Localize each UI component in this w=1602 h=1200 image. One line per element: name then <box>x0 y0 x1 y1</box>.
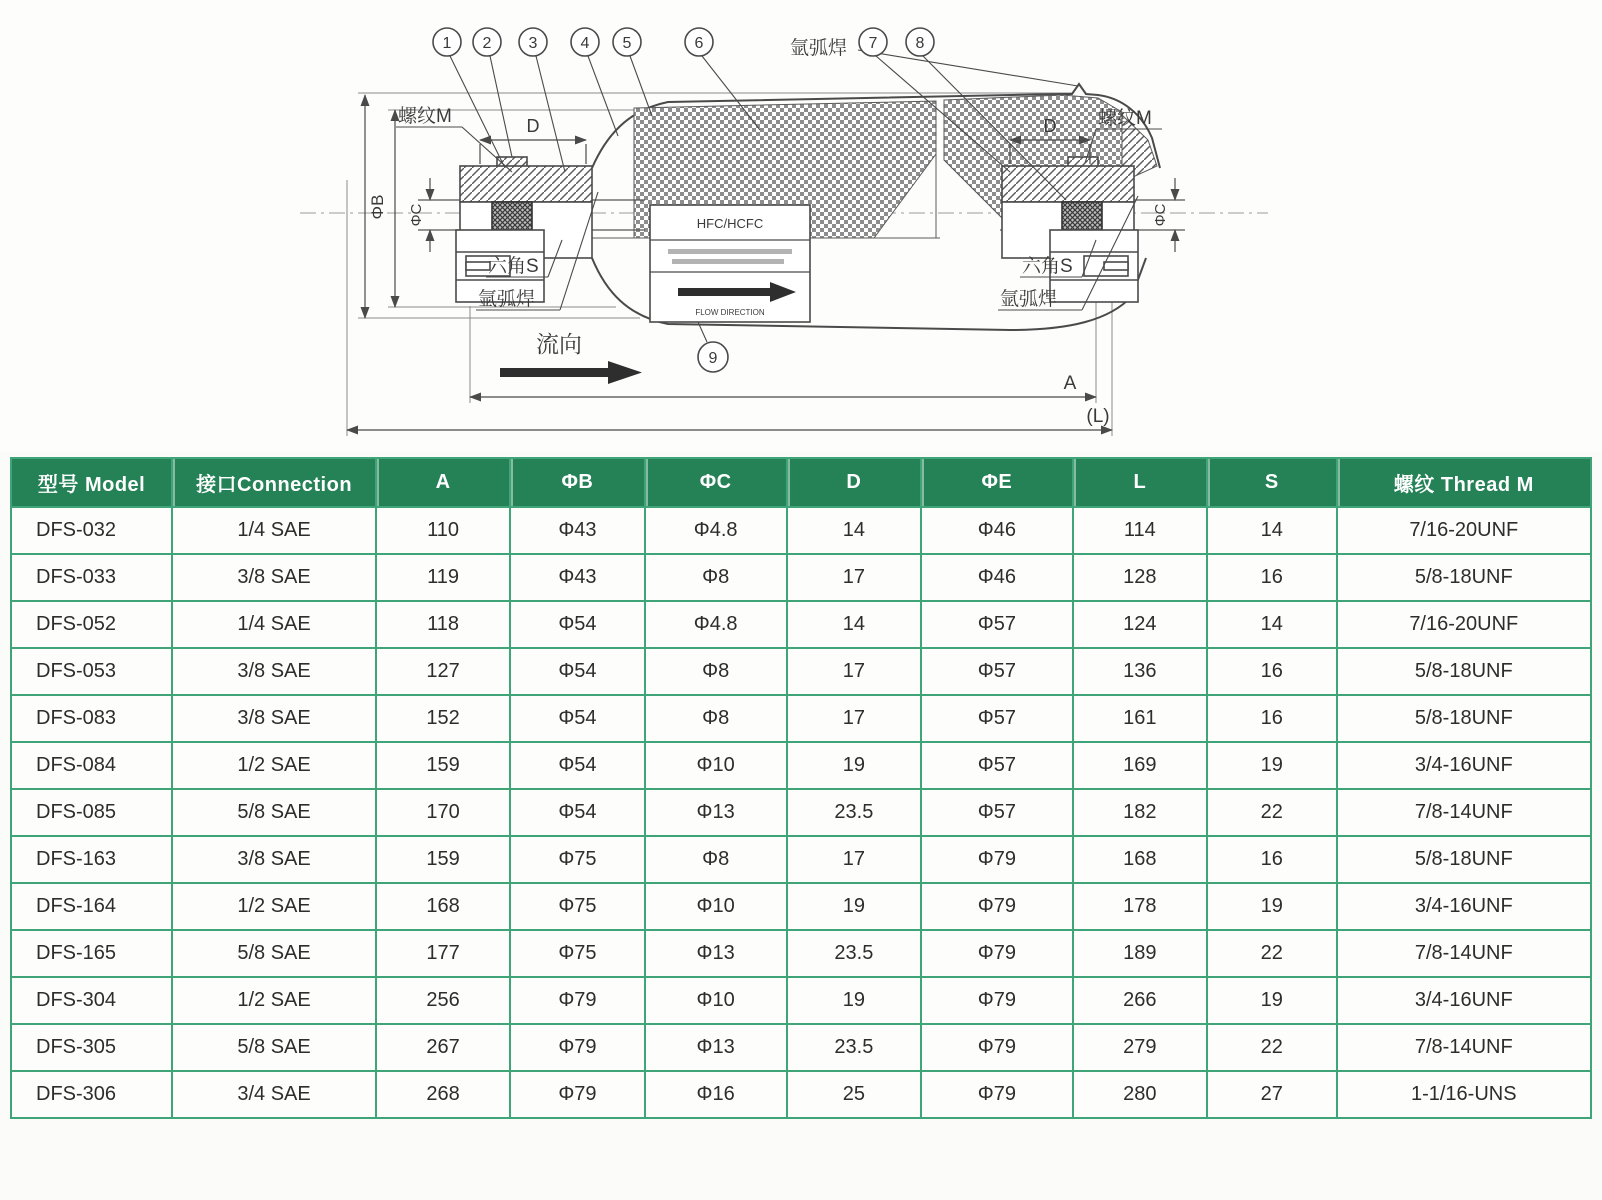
table-cell: 1/2 SAE <box>172 883 376 930</box>
table-cell: Φ79 <box>510 1024 644 1071</box>
table-cell: 182 <box>1073 789 1207 836</box>
table-cell: 3/8 SAE <box>172 695 376 742</box>
table-cell: 110 <box>376 507 510 554</box>
svg-text:8: 8 <box>915 35 925 52</box>
svg-text:2: 2 <box>482 35 492 52</box>
product-label-plate <box>650 205 810 322</box>
column-header-3: ΦB <box>510 458 644 507</box>
callout-1 <box>433 28 461 56</box>
table-header-row <box>11 458 1591 507</box>
table-cell: 17 <box>787 554 921 601</box>
callout-9 <box>698 342 728 372</box>
table-cell: 128 <box>1073 554 1207 601</box>
column-header-0: 型号 Model <box>11 458 172 507</box>
table-cell: 17 <box>787 648 921 695</box>
table-cell: 119 <box>376 554 510 601</box>
table-cell: 159 <box>376 836 510 883</box>
table-cell: 19 <box>787 742 921 789</box>
table-cell: 25 <box>787 1071 921 1118</box>
table-cell: 177 <box>376 930 510 977</box>
table-cell: Φ4.8 <box>645 601 787 648</box>
table-cell: 7/16-20UNF <box>1337 601 1591 648</box>
table-row <box>11 695 1591 742</box>
table-cell: 1/4 SAE <box>172 601 376 648</box>
table-cell: Φ57 <box>921 648 1073 695</box>
table-cell: 3/4 SAE <box>172 1071 376 1118</box>
dim-d-right-label: D <box>1043 116 1057 136</box>
table-cell: 17 <box>787 695 921 742</box>
table-cell: 178 <box>1073 883 1207 930</box>
table-cell: 266 <box>1073 977 1207 1024</box>
table-cell: Φ79 <box>921 836 1073 883</box>
table-cell: Φ75 <box>510 836 644 883</box>
table-cell: Φ57 <box>921 601 1073 648</box>
table-cell: Φ54 <box>510 789 644 836</box>
table-cell: 14 <box>787 601 921 648</box>
table-cell: Φ8 <box>645 836 787 883</box>
table-cell: 1-1/16-UNS <box>1337 1071 1591 1118</box>
filter-drier-diagram <box>0 0 1602 452</box>
table-cell: Φ79 <box>921 1071 1073 1118</box>
table-cell: 14 <box>787 507 921 554</box>
dim-phi-c-left-label: ΦC <box>408 203 425 227</box>
table-cell: 14 <box>1207 601 1337 648</box>
table-cell: Φ13 <box>645 789 787 836</box>
table-cell: Φ54 <box>510 742 644 789</box>
table-cell: Φ10 <box>645 742 787 789</box>
table-cell: 5/8-18UNF <box>1337 836 1591 883</box>
label-hex-s-left: 六角S <box>488 256 539 277</box>
table-cell: 22 <box>1207 789 1337 836</box>
table-cell: 5/8 SAE <box>172 789 376 836</box>
table-cell: DFS-306 <box>11 1071 172 1118</box>
table-cell: 161 <box>1073 695 1207 742</box>
table-cell: Φ57 <box>921 695 1073 742</box>
table-cell: Φ4.8 <box>645 507 787 554</box>
table-cell: DFS-084 <box>11 742 172 789</box>
right-fitting <box>1002 157 1138 302</box>
table-cell: 169 <box>1073 742 1207 789</box>
table-cell: 279 <box>1073 1024 1207 1071</box>
spec-table-body <box>11 507 1591 1118</box>
column-header-8: S <box>1207 458 1337 507</box>
table-cell: 159 <box>376 742 510 789</box>
table-cell: 7/8-14UNF <box>1337 930 1591 977</box>
plate-flow-direction-text: FLOW DIRECTION <box>695 308 765 317</box>
table-cell: 3/4-16UNF <box>1337 883 1591 930</box>
table-cell: 14 <box>1207 507 1337 554</box>
table-cell: 16 <box>1207 695 1337 742</box>
table-cell: 5/8-18UNF <box>1337 554 1591 601</box>
column-header-9: 螺纹 Thread M <box>1337 458 1591 507</box>
table-cell: 3/4-16UNF <box>1337 742 1591 789</box>
table-cell: Φ79 <box>921 930 1073 977</box>
table-cell: DFS-165 <box>11 930 172 977</box>
table-cell: 19 <box>1207 742 1337 789</box>
table-cell: Φ79 <box>921 883 1073 930</box>
table-cell: 22 <box>1207 930 1337 977</box>
table-cell: 19 <box>787 977 921 1024</box>
table-cell: 7/16-20UNF <box>1337 507 1591 554</box>
table-cell: Φ57 <box>921 742 1073 789</box>
plate-fine-print <box>668 249 792 254</box>
svg-text:4: 4 <box>580 35 590 52</box>
table-cell: 3/8 SAE <box>172 648 376 695</box>
table-row <box>11 883 1591 930</box>
table-cell: Φ75 <box>510 883 644 930</box>
label-weld-top: 氩弧焊 <box>790 38 848 59</box>
table-cell: Φ79 <box>510 977 644 1024</box>
label-weld-right: 氩弧焊 <box>1000 289 1058 310</box>
table-cell: Φ43 <box>510 554 644 601</box>
table-cell: Φ13 <box>645 1024 787 1071</box>
table-cell: Φ16 <box>645 1071 787 1118</box>
table-cell: 23.5 <box>787 1024 921 1071</box>
table-cell: DFS-033 <box>11 554 172 601</box>
table-row <box>11 930 1591 977</box>
table-cell: 152 <box>376 695 510 742</box>
column-header-4: ΦC <box>645 458 787 507</box>
label-flow-cn: 流向 <box>536 331 582 357</box>
table-cell: DFS-163 <box>11 836 172 883</box>
table-cell: 124 <box>1073 601 1207 648</box>
callout-6 <box>685 28 713 56</box>
table-cell: 170 <box>376 789 510 836</box>
table-cell: 136 <box>1073 648 1207 695</box>
table-cell: 114 <box>1073 507 1207 554</box>
callout-4 <box>571 28 599 56</box>
table-cell: 5/8 SAE <box>172 1024 376 1071</box>
label-hex-s-right: 六角S <box>1022 256 1073 277</box>
svg-text:9: 9 <box>708 350 718 367</box>
dim-phi-b-label: ΦB <box>368 194 387 220</box>
table-row <box>11 742 1591 789</box>
table-row <box>11 836 1591 883</box>
plate-fine-print <box>672 259 784 264</box>
table-cell: 3/4-16UNF <box>1337 977 1591 1024</box>
table-cell: Φ54 <box>510 648 644 695</box>
table-cell: 127 <box>376 648 510 695</box>
table-cell: 16 <box>1207 648 1337 695</box>
table-cell: 168 <box>1073 836 1207 883</box>
table-cell: 19 <box>1207 883 1337 930</box>
table-cell: 7/8-14UNF <box>1337 789 1591 836</box>
table-cell: Φ13 <box>645 930 787 977</box>
table-cell: 17 <box>787 836 921 883</box>
table-cell: Φ79 <box>510 1071 644 1118</box>
table-cell: 23.5 <box>787 789 921 836</box>
callout-5 <box>613 28 641 56</box>
spec-table <box>10 457 1592 1119</box>
table-cell: 7/8-14UNF <box>1337 1024 1591 1071</box>
table-cell: 168 <box>376 883 510 930</box>
dim-d-left-label: D <box>526 116 540 136</box>
table-cell: 23.5 <box>787 930 921 977</box>
table-cell: Φ10 <box>645 883 787 930</box>
table-cell: DFS-085 <box>11 789 172 836</box>
table-cell: Φ46 <box>921 507 1073 554</box>
technical-drawing <box>0 0 1602 452</box>
table-cell: 5/8 SAE <box>172 930 376 977</box>
dim-phi-c-right-label: ΦC <box>1152 203 1169 227</box>
table-cell: 189 <box>1073 930 1207 977</box>
table-cell: DFS-164 <box>11 883 172 930</box>
plate-refrigerant-text: HFC/HCFC <box>696 216 764 231</box>
table-row <box>11 648 1591 695</box>
table-cell: 1/4 SAE <box>172 507 376 554</box>
flow-direction-arrow <box>500 361 642 384</box>
column-header-1: 接口Connection <box>172 458 376 507</box>
table-cell: Φ79 <box>921 1024 1073 1071</box>
table-cell: 1/2 SAE <box>172 742 376 789</box>
left-fitting <box>456 157 592 302</box>
svg-text:7: 7 <box>868 35 878 52</box>
table-cell: 16 <box>1207 554 1337 601</box>
label-weld-left: 氩弧焊 <box>478 289 536 310</box>
table-cell: Φ10 <box>645 977 787 1024</box>
table-cell: Φ54 <box>510 601 644 648</box>
table-cell: 16 <box>1207 836 1337 883</box>
table-row <box>11 601 1591 648</box>
table-row <box>11 789 1591 836</box>
svg-text:5: 5 <box>622 35 632 52</box>
column-header-2: A <box>376 458 510 507</box>
table-cell: 256 <box>376 977 510 1024</box>
table-cell: DFS-083 <box>11 695 172 742</box>
table-cell: DFS-053 <box>11 648 172 695</box>
svg-text:1: 1 <box>442 35 452 52</box>
callout-2 <box>473 28 501 56</box>
table-row <box>11 1071 1591 1118</box>
table-cell: Φ8 <box>645 554 787 601</box>
table-cell: 3/8 SAE <box>172 836 376 883</box>
table-cell: Φ46 <box>921 554 1073 601</box>
table-row <box>11 554 1591 601</box>
dim-a-label: A <box>1063 373 1077 394</box>
table-row <box>11 1024 1591 1071</box>
table-cell: 267 <box>376 1024 510 1071</box>
table-cell: Φ75 <box>510 930 644 977</box>
table-cell: Φ54 <box>510 695 644 742</box>
table-cell: 118 <box>376 601 510 648</box>
table-cell: 27 <box>1207 1071 1337 1118</box>
label-thread-m-right: 螺纹M <box>1098 108 1152 129</box>
table-cell: 1/2 SAE <box>172 977 376 1024</box>
table-cell: DFS-304 <box>11 977 172 1024</box>
table-cell: Φ43 <box>510 507 644 554</box>
table-cell: Φ57 <box>921 789 1073 836</box>
callout-3 <box>519 28 547 56</box>
callout-8 <box>906 28 934 56</box>
table-row <box>11 977 1591 1024</box>
column-header-6: ΦE <box>921 458 1073 507</box>
table-cell: 3/8 SAE <box>172 554 376 601</box>
table-cell: 19 <box>787 883 921 930</box>
callout-7 <box>859 28 887 56</box>
table-cell: 268 <box>376 1071 510 1118</box>
svg-text:6: 6 <box>694 35 704 52</box>
dim-l-label: (L) <box>1086 406 1110 427</box>
table-cell: 19 <box>1207 977 1337 1024</box>
table-cell: DFS-052 <box>11 601 172 648</box>
table-cell: 5/8-18UNF <box>1337 695 1591 742</box>
table-cell: 5/8-18UNF <box>1337 648 1591 695</box>
label-thread-m-left: 螺纹M <box>398 106 452 127</box>
table-cell: Φ8 <box>645 648 787 695</box>
svg-text:3: 3 <box>528 35 538 52</box>
table-cell: 22 <box>1207 1024 1337 1071</box>
table-cell: DFS-032 <box>11 507 172 554</box>
table-cell: Φ8 <box>645 695 787 742</box>
table-cell: 280 <box>1073 1071 1207 1118</box>
spec-table-container <box>10 457 1592 1119</box>
table-cell: Φ79 <box>921 977 1073 1024</box>
column-header-5: D <box>787 458 921 507</box>
column-header-7: L <box>1073 458 1207 507</box>
table-row <box>11 507 1591 554</box>
table-cell: DFS-305 <box>11 1024 172 1071</box>
